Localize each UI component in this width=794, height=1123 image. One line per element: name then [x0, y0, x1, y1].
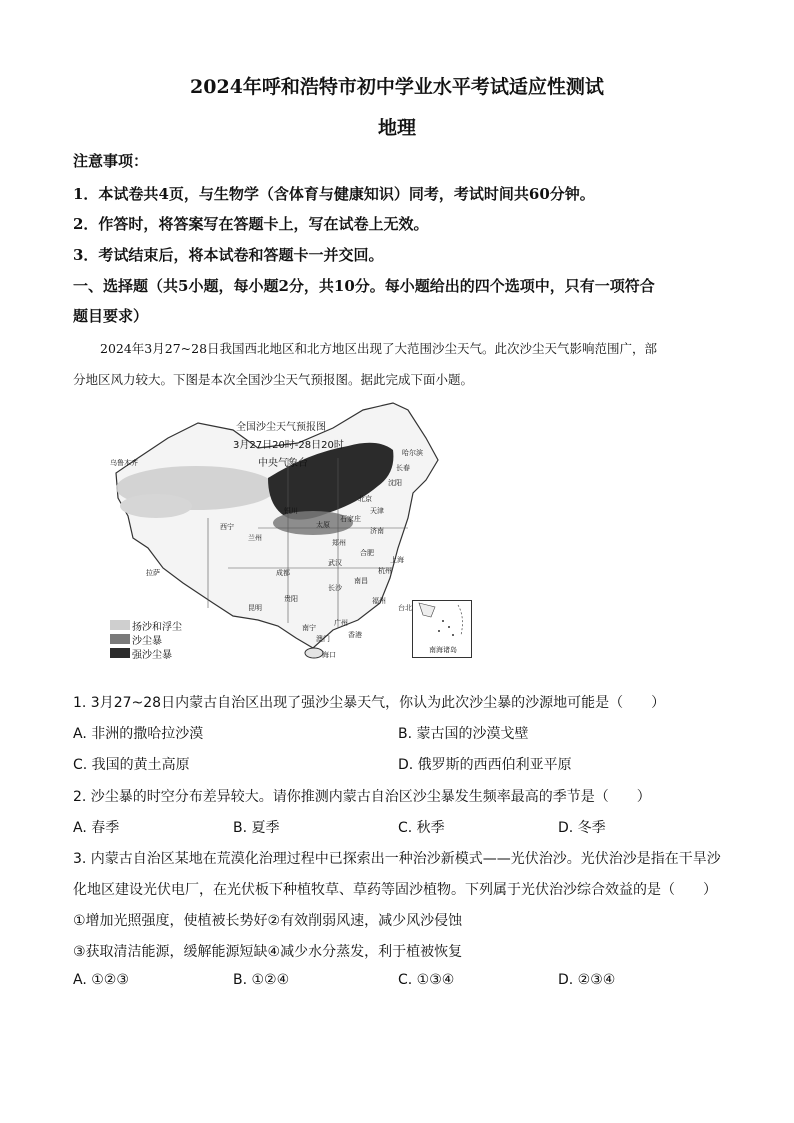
page-title: 2024年呼和浩特市初中学业水平考试适应性测试 — [190, 76, 604, 98]
map-title: 全国沙尘天气预报图 — [236, 422, 326, 433]
city-label: 福州 — [372, 597, 386, 605]
city-label: 北京 — [358, 495, 372, 503]
intro-text-cont: 分地区风力较大。下图是本次全国沙尘天气预报图。据此完成下面小题。 — [73, 372, 474, 387]
city-label: 沈阳 — [388, 479, 402, 487]
city-label: 香港 — [348, 631, 362, 639]
city-label: 济南 — [370, 527, 384, 535]
city-label: 哈尔滨 — [402, 449, 423, 457]
q3-option-a[interactable]: A. ①②③ — [73, 972, 129, 988]
map-time-range: 3月27日20时-28日20时 — [233, 440, 344, 451]
notice-heading: 注意事项： — [73, 152, 149, 170]
question-3-statements: ①增加光照强度，使植被长势好②有效削弱风速，减少风沙侵蚀 — [73, 913, 463, 929]
city-label: 贵阳 — [284, 595, 298, 603]
section-heading: 一、选择题（共5小题，每小题2分，共10分。每小题给出的四个选项中，只有一项符合 — [73, 277, 655, 295]
city-label: 广州 — [334, 619, 348, 627]
q1-option-c[interactable]: C. 我国的黄土高原 — [73, 757, 190, 773]
q2-option-c[interactable]: C. 秋季 — [398, 820, 445, 836]
section-heading-cont: 题目要求） — [73, 307, 149, 325]
city-label: 成都 — [276, 569, 290, 577]
notice-item: 1．本试卷共4页，与生物学（含体育与健康知识）同考，考试时间共60分钟。 — [73, 185, 595, 203]
legend-swatch-light — [110, 620, 130, 630]
city-label: 武汉 — [328, 559, 342, 567]
city-label: 太原 — [316, 521, 330, 529]
city-label: 西宁 — [220, 523, 234, 531]
city-label: 兰州 — [248, 534, 262, 542]
legend-label: 扬沙和浮尘 — [132, 622, 182, 633]
city-label: 昆明 — [248, 604, 262, 612]
q3-option-d[interactable]: D. ②③④ — [558, 972, 616, 988]
city-label: 上海 — [390, 556, 404, 564]
q1-option-b[interactable]: B. 蒙古国的沙漠戈壁 — [398, 726, 529, 742]
south-china-sea-inset — [412, 600, 472, 658]
city-label: 天津 — [370, 507, 384, 515]
question-3-statements-cont: ③获取清洁能源，缓解能源短缺④减少水分蒸发，利于植被恢复 — [73, 944, 463, 960]
inset-islands-graphic — [413, 601, 471, 645]
city-label: 澳门 — [316, 635, 330, 643]
notice-item: 3．考试结束后，将本试卷和答题卡一并交回。 — [73, 246, 384, 264]
map-source: 中央气象台 — [258, 458, 308, 469]
q2-option-a[interactable]: A. 春季 — [73, 820, 120, 836]
city-label: 长沙 — [328, 584, 342, 592]
q3-option-c[interactable]: C. ①③④ — [398, 972, 455, 988]
question-3-stem: 3. 内蒙古自治区某地在荒漠化治理过程中已探索出一种治沙新模式——光伏治沙。光伏治沙是指在干旱沙 — [73, 851, 721, 867]
city-label: 南昌 — [354, 577, 368, 585]
city-label: 南宁 — [302, 624, 316, 632]
subject-title: 地理 — [377, 117, 416, 139]
q1-option-a[interactable]: A. 非洲的撒哈拉沙漠 — [73, 726, 204, 742]
legend-swatch-dark — [110, 648, 130, 658]
question-1-stem: 1. 3月27~28日内蒙古自治区出现了强沙尘暴天气，你认为此次沙尘暴的沙源地可能是（ ） — [73, 695, 666, 711]
inset-label: 南海诸岛 — [429, 646, 457, 654]
q2-option-d[interactable]: D. 冬季 — [558, 820, 606, 836]
city-label: 乌鲁木齐 — [110, 459, 138, 467]
legend-label: 强沙尘暴 — [132, 650, 172, 661]
question-2-stem: 2. 沙尘暴的时空分布差异较大。请你推测内蒙古自治区沙尘暴发生频率最高的季节是（ ） — [73, 789, 651, 805]
city-label: 拉萨 — [146, 569, 160, 577]
city-label: 郑州 — [332, 539, 346, 547]
question-3-stem-cont: 化地区建设光伏电厂，在光伏板下种植牧草、草药等固沙植物。下列属于光伏治沙综合效益的是（ ） — [73, 882, 717, 898]
legend-swatch-medium — [110, 634, 130, 644]
legend-label: 沙尘暴 — [132, 636, 162, 647]
city-label: 石家庄 — [340, 515, 361, 523]
city-label: 银川 — [284, 507, 298, 515]
city-label: 合肥 — [360, 549, 374, 557]
q3-option-b[interactable]: B. ①②④ — [233, 972, 290, 988]
q1-option-d[interactable]: D. 俄罗斯的西西伯利亚平原 — [398, 757, 572, 773]
city-label: 杭州 — [378, 567, 392, 575]
city-label: 长春 — [396, 464, 410, 472]
city-label: 台北 — [398, 604, 412, 612]
city-label: 海口 — [322, 651, 336, 659]
q2-option-b[interactable]: B. 夏季 — [233, 820, 280, 836]
notice-item: 2．作答时，将答案写在答题卡上，写在试卷上无效。 — [73, 215, 429, 233]
intro-text: 2024年3月27~28日我国西北地区和北方地区出现了大范围沙尘天气。此次沙尘天气影响范围广，部 — [100, 341, 658, 356]
